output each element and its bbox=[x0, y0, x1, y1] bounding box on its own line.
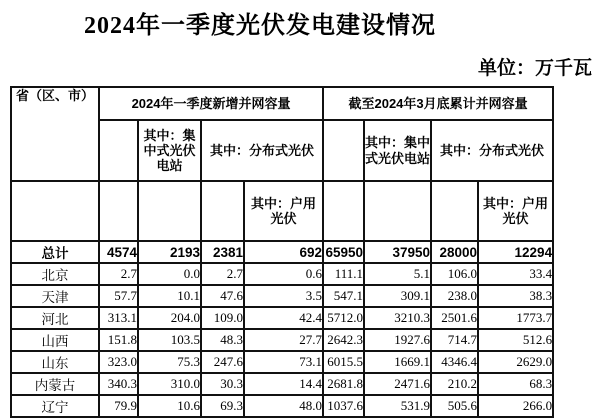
region-cell: 北京 bbox=[11, 263, 99, 285]
value-cell: 0.0 bbox=[138, 263, 201, 285]
subheader-new-centralized: 其中：集中式光伏电站 bbox=[138, 120, 201, 181]
table-row bbox=[11, 263, 553, 285]
value-cell: 75.3 bbox=[138, 351, 201, 373]
value-cell: 14.4 bbox=[244, 373, 323, 395]
value-cell: 692 bbox=[244, 241, 323, 263]
value-cell: 12294 bbox=[478, 241, 553, 263]
table-row bbox=[11, 351, 553, 373]
region-header-cell: 省（区、市） bbox=[11, 87, 99, 181]
empty-header-cell bbox=[138, 181, 201, 241]
value-cell: 109.0 bbox=[201, 307, 244, 329]
value-cell: 310.0 bbox=[138, 373, 201, 395]
subheader-cumulative-distributed: 其中：分布式光伏 bbox=[431, 120, 553, 181]
value-cell: 313.1 bbox=[99, 307, 138, 329]
table-row bbox=[11, 285, 553, 307]
value-cell: 42.4 bbox=[244, 307, 323, 329]
value-cell: 1773.7 bbox=[478, 307, 553, 329]
empty-header-cell bbox=[99, 181, 138, 241]
table-row bbox=[11, 395, 553, 417]
value-cell: 2501.6 bbox=[431, 307, 478, 329]
value-cell: 79.9 bbox=[99, 395, 138, 417]
value-cell: 238.0 bbox=[431, 285, 478, 307]
value-cell: 2381 bbox=[201, 241, 244, 263]
header-row-household bbox=[11, 181, 553, 241]
region-cell: 山西 bbox=[11, 329, 99, 351]
value-cell: 266.0 bbox=[478, 395, 553, 417]
value-cell: 30.3 bbox=[201, 373, 244, 395]
value-cell: 111.1 bbox=[323, 263, 364, 285]
value-cell: 2681.8 bbox=[323, 373, 364, 395]
value-cell: 5.1 bbox=[364, 263, 431, 285]
empty-header-cell bbox=[431, 181, 478, 241]
value-cell: 6015.5 bbox=[323, 351, 364, 373]
table-row bbox=[11, 373, 553, 395]
value-cell: 1037.6 bbox=[323, 395, 364, 417]
subheader-new-distributed: 其中：分布式光伏 bbox=[201, 120, 323, 181]
table-body bbox=[11, 241, 553, 417]
value-cell: 3.5 bbox=[244, 285, 323, 307]
empty-header-cell bbox=[323, 181, 364, 241]
group-header-new-capacity: 2024年一季度新增并网容量 bbox=[99, 87, 323, 120]
empty-header-cell bbox=[11, 181, 99, 241]
table-row bbox=[11, 329, 553, 351]
value-cell: 323.0 bbox=[99, 351, 138, 373]
value-cell: 0.6 bbox=[244, 263, 323, 285]
value-cell: 38.3 bbox=[478, 285, 553, 307]
empty-header-cell bbox=[201, 181, 244, 241]
value-cell: 547.1 bbox=[323, 285, 364, 307]
empty-header-cell bbox=[323, 120, 364, 181]
value-cell: 10.1 bbox=[138, 285, 201, 307]
value-cell: 68.3 bbox=[478, 373, 553, 395]
value-cell: 48.0 bbox=[244, 395, 323, 417]
value-cell: 2471.6 bbox=[364, 373, 431, 395]
empty-header-cell bbox=[364, 181, 431, 241]
value-cell: 28000 bbox=[431, 241, 478, 263]
page-title: 2024年一季度光伏发电建设情况 bbox=[84, 13, 436, 39]
value-cell: 65950 bbox=[323, 241, 364, 263]
value-cell: 151.8 bbox=[99, 329, 138, 351]
value-cell: 1927.6 bbox=[364, 329, 431, 351]
region-cell: 总计 bbox=[11, 241, 99, 263]
value-cell: 531.9 bbox=[364, 395, 431, 417]
subheader-cumulative-household: 其中：户用光伏 bbox=[478, 181, 553, 241]
value-cell: 340.3 bbox=[99, 373, 138, 395]
value-cell: 10.6 bbox=[138, 395, 201, 417]
value-cell: 247.6 bbox=[201, 351, 244, 373]
value-cell: 204.0 bbox=[138, 307, 201, 329]
region-cell: 天津 bbox=[11, 285, 99, 307]
value-cell: 4346.4 bbox=[431, 351, 478, 373]
subheader-new-household: 其中：户用光伏 bbox=[244, 181, 323, 241]
table-row bbox=[11, 241, 553, 263]
value-cell: 2193 bbox=[138, 241, 201, 263]
value-cell: 69.3 bbox=[201, 395, 244, 417]
value-cell: 57.7 bbox=[99, 285, 138, 307]
value-cell: 2.7 bbox=[201, 263, 244, 285]
header-row-groups bbox=[11, 87, 553, 120]
value-cell: 48.3 bbox=[201, 329, 244, 351]
value-cell: 47.6 bbox=[201, 285, 244, 307]
table-row bbox=[11, 307, 553, 329]
value-cell: 103.5 bbox=[138, 329, 201, 351]
value-cell: 5712.0 bbox=[323, 307, 364, 329]
value-cell: 37950 bbox=[364, 241, 431, 263]
value-cell: 210.2 bbox=[431, 373, 478, 395]
region-cell: 山东 bbox=[11, 351, 99, 373]
value-cell: 33.4 bbox=[478, 263, 553, 285]
value-cell: 27.7 bbox=[244, 329, 323, 351]
value-cell: 2629.0 bbox=[478, 351, 553, 373]
value-cell: 2642.3 bbox=[323, 329, 364, 351]
value-cell: 1669.1 bbox=[364, 351, 431, 373]
value-cell: 714.7 bbox=[431, 329, 478, 351]
unit-label: 单位：万千瓦 bbox=[477, 58, 592, 79]
value-cell: 505.6 bbox=[431, 395, 478, 417]
subheader-cumulative-centralized: 其中：集中式光伏电站 bbox=[364, 120, 431, 181]
value-cell: 309.1 bbox=[364, 285, 431, 307]
group-header-cumulative-capacity: 截至2024年3月底累计并网容量 bbox=[323, 87, 553, 120]
value-cell: 73.1 bbox=[244, 351, 323, 373]
empty-header-cell bbox=[99, 120, 138, 181]
value-cell: 4574 bbox=[99, 241, 138, 263]
region-cell: 河北 bbox=[11, 307, 99, 329]
value-cell: 106.0 bbox=[431, 263, 478, 285]
value-cell: 3210.3 bbox=[364, 307, 431, 329]
value-cell: 512.6 bbox=[478, 329, 553, 351]
pv-capacity-table bbox=[10, 86, 554, 418]
region-cell: 内蒙古 bbox=[11, 373, 99, 395]
region-cell: 辽宁 bbox=[11, 395, 99, 417]
value-cell: 2.7 bbox=[99, 263, 138, 285]
